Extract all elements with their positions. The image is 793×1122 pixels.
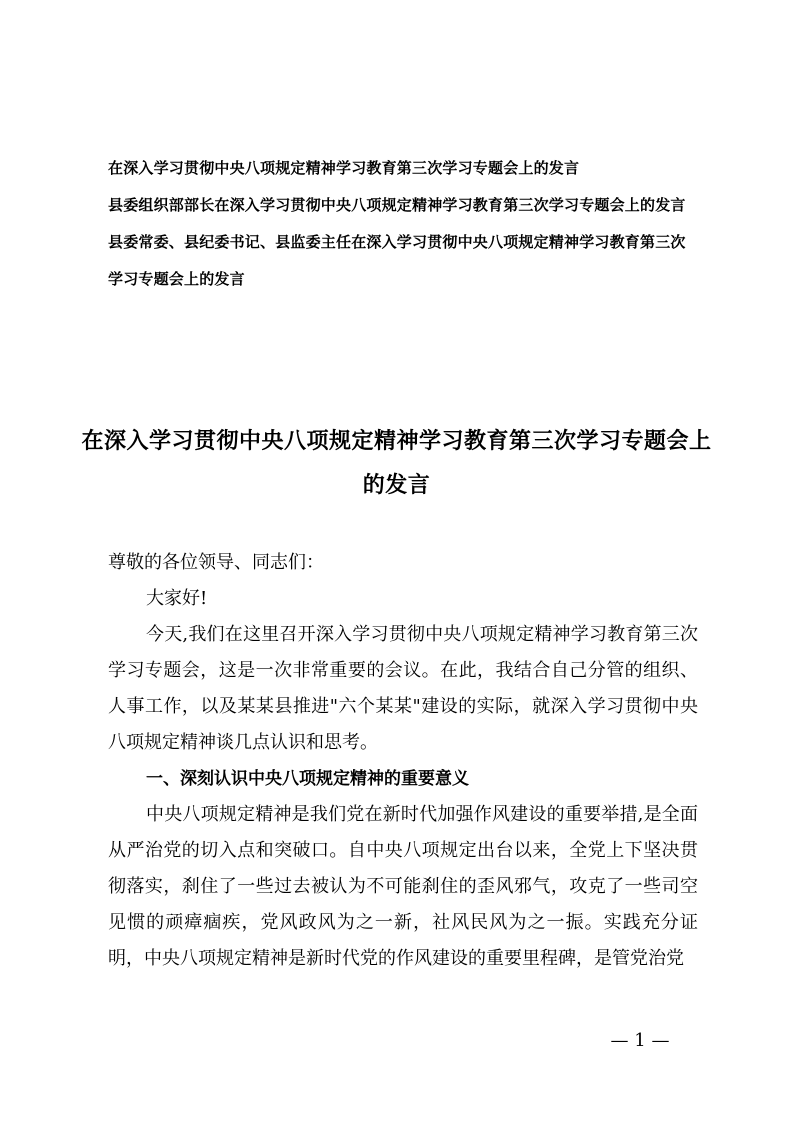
related-titles-list [108,150,698,298]
document-body [108,545,698,977]
related-title-2: 县委组织部部长在深入学习贯彻中央八项规定精神学习教育第三次学习专题会上的发言 [108,196,686,214]
salutation: 尊敬的各位领导、同志们： [108,552,324,573]
intro-paragraph: 今天,我们在这里召开深入学习贯彻中央八项规定精神学习教育第三次学习专题会，这是一次非常重要的会议。在此，我结合自己分管的组织、人事工作，以及某某县推进"六个某某"建设的实际，就深入学习贯彻中央八项规定精神谈几点认识和思考。 [108,624,698,753]
document-title: 在深入学习贯彻中央八项规定精神学习教育第三次学习专题会上的发言 [81,429,712,498]
section-1-paragraph: 中央八项规定精神是我们党在新时代加强作风建设的重要举措,是全面从严治党的切入点和突破口。自中央八项规定出台以来，全党上下坚决贯彻落实，刹住了一些过去被认为不可能刹住的歪风邪气，攻克了一些司空见惯的顽瘴痼疾，党风政风为之一新，社风民风为之一振。实践充分证明，中央八项规定精神是新时代党的作风建设的重要里程碑，是管党治党 [108,804,698,969]
greeting: 大家好! [146,588,208,609]
section-heading-1: 一、深刻认识中央八项规定精神的重要意义 [146,769,469,789]
related-title-1: 在深入学习贯彻中央八项规定精神学习教育第三次学习专题会上的发言 [108,159,580,177]
related-title-3: 县委常委、县纪委书记、县监委主任在深入学习贯彻中央八项规定精神学习教育第三次学习专题会上的发言 [108,233,686,288]
page-number: — 1 — [610,1030,670,1051]
